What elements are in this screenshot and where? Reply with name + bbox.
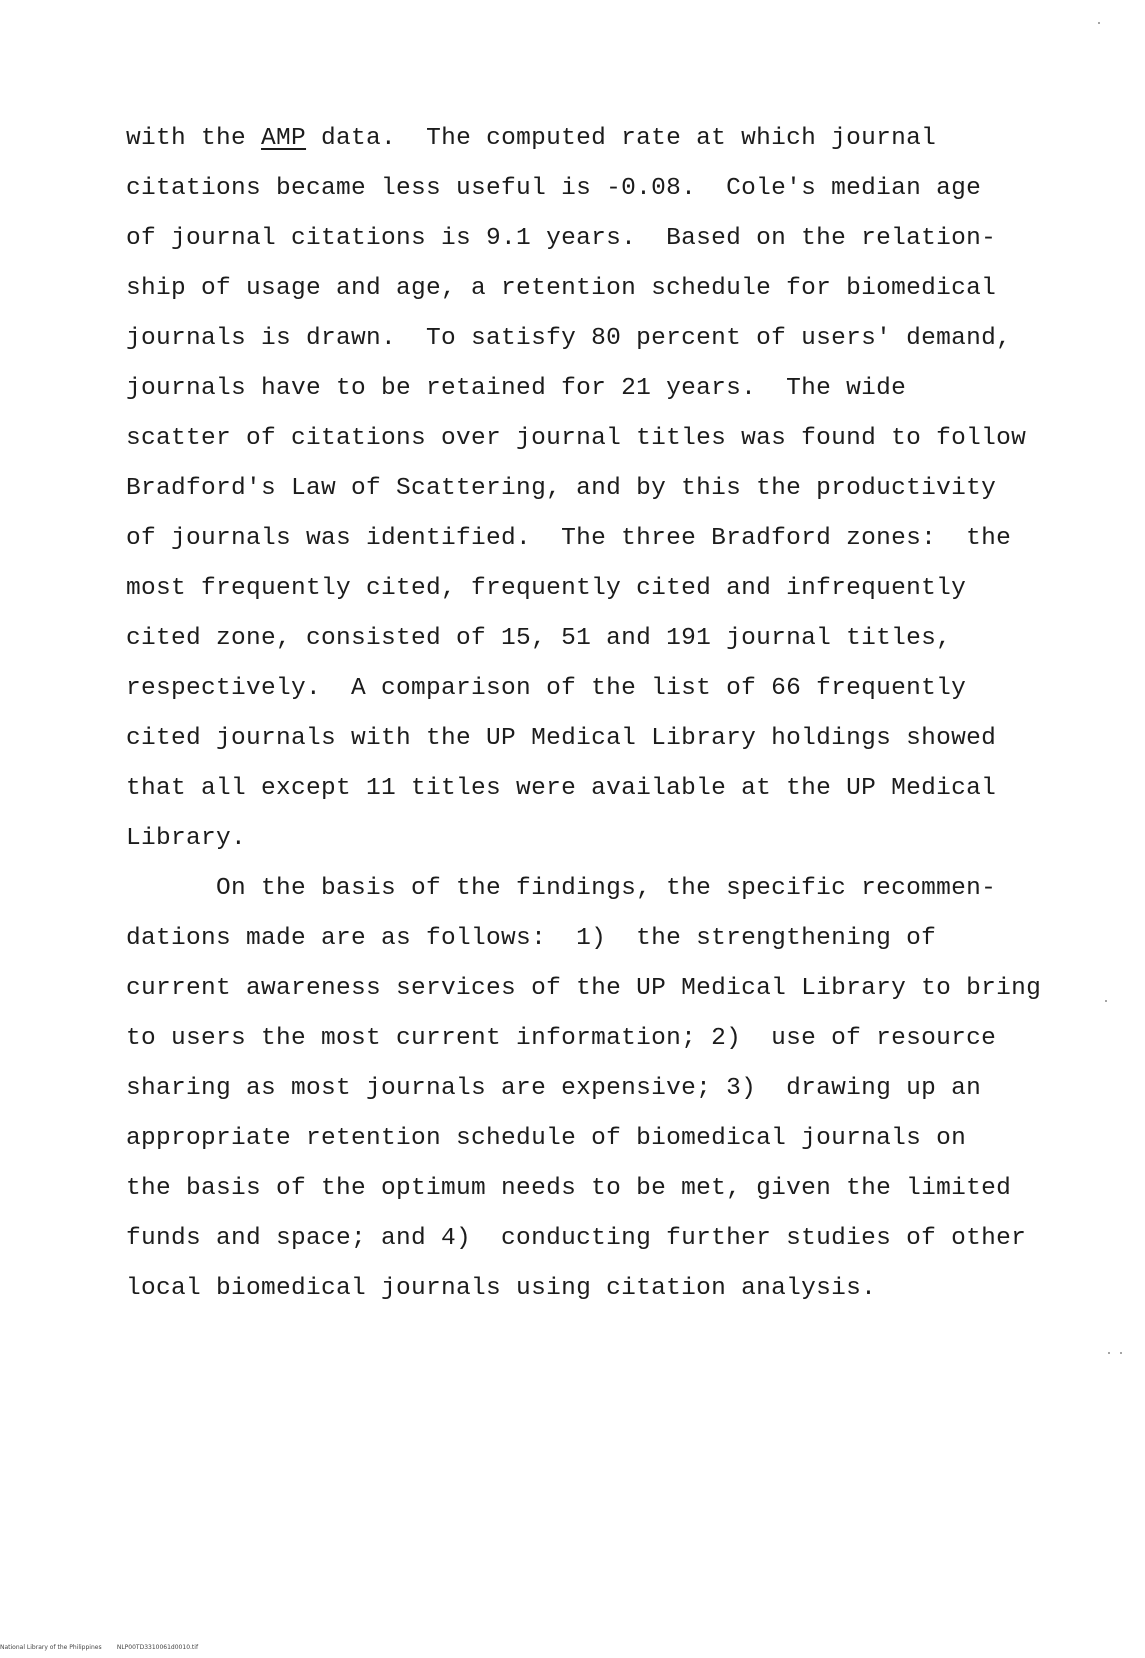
scan-footer	[0, 1644, 198, 1651]
footer-library: National Library of the Philippines	[0, 1644, 102, 1651]
text-line-23: funds and space; and 4) conducting further studies of other	[126, 1225, 1027, 1252]
text-line-11: cited zone, consisted of 15, 51 and 191 journal titles,	[126, 625, 952, 652]
amp-underlined: AMP	[261, 125, 307, 152]
text-line-7: scatter of citations over journal titles was found to follow	[126, 425, 1027, 452]
text-line-24: local biomedical journals using citation analysis.	[126, 1275, 877, 1302]
text-line-9: of journals was identified. The three Bradford zones: the	[126, 525, 1012, 552]
text-line-10: most frequently cited, frequently cited and infrequently	[126, 575, 967, 602]
text-line-20: sharing as most journals are expensive; 3) drawing up an	[126, 1075, 982, 1102]
footer-code: NLP00TD3310061d0010.tif	[116, 1644, 199, 1651]
scan-speck	[1108, 1352, 1110, 1354]
text-line-6: journals have to be retained for 21 years. The wide	[126, 375, 907, 402]
scan-speck	[1098, 22, 1100, 24]
text-line-13: cited journals with the UP Medical Library holdings showed	[126, 725, 997, 752]
text-line-22: the basis of the optimum needs to be met, given the limited	[126, 1175, 1012, 1202]
text-line-12: respectively. A comparison of the list of 66 frequently	[126, 675, 967, 702]
text-line-17: dations made are as follows: 1) the strengthening of	[126, 925, 937, 952]
text-line-19: to users the most current information; 2) use of resource	[126, 1025, 997, 1052]
text-line-16: On the basis of the findings, the specific recommen-	[126, 875, 997, 902]
text-line-3: of journal citations is 9.1 years. Based on the relation-	[126, 225, 997, 252]
scan-speck	[1120, 1352, 1122, 1354]
body-text	[126, 114, 1086, 1314]
text-line-2: citations became less useful is -0.08. Cole's median age	[126, 175, 982, 202]
text-line-18: current awareness services of the UP Medical Library to bring	[126, 975, 1042, 1002]
text-line-1: with the AMP data. The computed rate at which journal	[126, 125, 937, 152]
scan-speck	[1105, 1000, 1107, 1002]
text-line-4: ship of usage and age, a retention schedule for biomedical	[126, 275, 997, 302]
text-line-21: appropriate retention schedule of biomedical journals on	[126, 1125, 967, 1152]
text-line-5: journals is drawn. To satisfy 80 percent of users' demand,	[126, 325, 1012, 352]
text-line-8: Bradford's Law of Scattering, and by this the productivity	[126, 475, 997, 502]
text-line-14: that all except 11 titles were available at the UP Medical	[126, 775, 997, 802]
text-line-15: Library.	[126, 825, 247, 852]
